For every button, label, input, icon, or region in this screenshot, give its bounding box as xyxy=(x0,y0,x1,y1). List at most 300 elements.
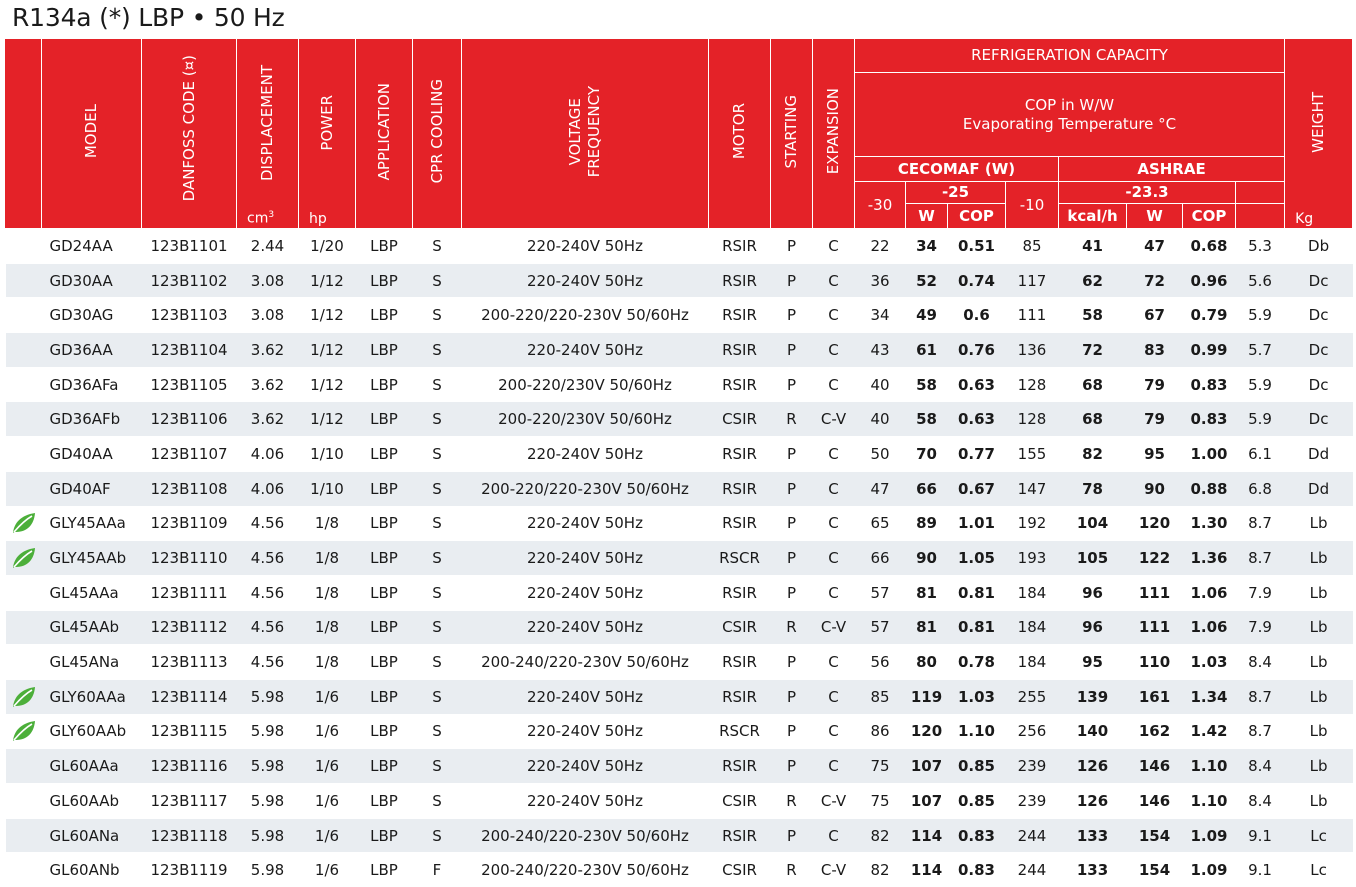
application-cell: LBP xyxy=(356,679,413,714)
cecomaf-minus30-cell: 56 xyxy=(855,645,906,680)
design-cell: Dd xyxy=(1285,471,1353,506)
voltage-frequency-cell: 200-220/220-230V 50/60Hz xyxy=(462,298,709,333)
starting-cell: R xyxy=(771,402,813,437)
cecomaf-w-cell: 49 xyxy=(906,298,948,333)
cecomaf-cop-cell: 0.78 xyxy=(948,645,1006,680)
table-row xyxy=(6,229,1353,264)
ashrae-cop-cell: 0.83 xyxy=(1183,367,1236,402)
voltage-frequency-cell: 200-240/220-230V 50/60Hz xyxy=(462,645,709,680)
starting-cell: P xyxy=(771,541,813,576)
cecomaf-w-cell: 52 xyxy=(906,263,948,298)
starting-cell: P xyxy=(771,506,813,541)
header-model: MODEL xyxy=(42,39,142,229)
cecomaf-minus30-cell: 40 xyxy=(855,402,906,437)
cecomaf-w-cell: 58 xyxy=(906,402,948,437)
header-power: POWER hp xyxy=(299,39,356,229)
cecomaf-minus30-cell: 85 xyxy=(855,679,906,714)
cecomaf-cop-cell: 1.03 xyxy=(948,679,1006,714)
design-cell: Lb xyxy=(1285,714,1353,749)
header-ashrae-w: W xyxy=(1127,204,1183,229)
model-cell: GD30AG xyxy=(42,298,142,333)
weight-cell: 8.4 xyxy=(1236,645,1285,680)
danfoss-code-cell: 123B1108 xyxy=(142,471,237,506)
motor-cell: RSIR xyxy=(709,229,771,264)
weight-cell: 8.7 xyxy=(1236,679,1285,714)
expansion-cell: C xyxy=(813,471,855,506)
ashrae-kcal-cell: 126 xyxy=(1059,784,1127,819)
cpr-cooling-cell: S xyxy=(413,679,462,714)
cecomaf-minus10-cell: 244 xyxy=(1006,818,1059,853)
starting-cell: P xyxy=(771,298,813,333)
ashrae-kcal-cell: 104 xyxy=(1059,506,1127,541)
danfoss-code-cell: 123B1110 xyxy=(142,541,237,576)
ashrae-cop-cell: 0.99 xyxy=(1183,333,1236,368)
header-displacement: DISPLACEMENT $cm^3$ xyxy=(237,39,299,229)
cecomaf-w-cell: 107 xyxy=(906,784,948,819)
starting-cell: P xyxy=(771,749,813,784)
model-cell: GLY45AAb xyxy=(42,541,142,576)
ashrae-cop-cell: 1.06 xyxy=(1183,575,1236,610)
power-cell: 1/12 xyxy=(299,402,356,437)
cecomaf-w-cell: 89 xyxy=(906,506,948,541)
cecomaf-minus10-cell: 128 xyxy=(1006,402,1059,437)
model-cell: GL60ANb xyxy=(42,853,142,887)
eco-cell xyxy=(6,749,42,784)
starting-cell: R xyxy=(771,784,813,819)
motor-cell: RSIR xyxy=(709,506,771,541)
voltage-frequency-cell: 220-240V 50Hz xyxy=(462,749,709,784)
table-row xyxy=(6,506,1353,541)
expansion-cell: C xyxy=(813,506,855,541)
voltage-frequency-cell: 220-240V 50Hz xyxy=(462,541,709,576)
cecomaf-minus30-cell: 66 xyxy=(855,541,906,576)
ashrae-cop-cell: 1.09 xyxy=(1183,818,1236,853)
ashrae-kcal-cell: 105 xyxy=(1059,541,1127,576)
motor-cell: RSIR xyxy=(709,575,771,610)
ashrae-w-cell: 146 xyxy=(1127,784,1183,819)
motor-cell: RSIR xyxy=(709,818,771,853)
eco-cell xyxy=(6,263,42,298)
cecomaf-minus30-cell: 34 xyxy=(855,298,906,333)
header-ashrae: ASHRAE xyxy=(1059,157,1285,182)
voltage-frequency-cell: 220-240V 50Hz xyxy=(462,437,709,472)
cpr-cooling-cell: S xyxy=(413,471,462,506)
power-cell: 1/12 xyxy=(299,333,356,368)
danfoss-code-cell: 123B1114 xyxy=(142,679,237,714)
table-row xyxy=(6,541,1353,576)
cecomaf-minus10-cell: 128 xyxy=(1006,367,1059,402)
application-cell: LBP xyxy=(356,471,413,506)
ashrae-cop-cell: 0.68 xyxy=(1183,229,1236,264)
cpr-cooling-cell: S xyxy=(413,229,462,264)
displacement-cell: 3.62 xyxy=(237,333,299,368)
header-cop-evaporating: COP in W/W Evaporating Temperature °C xyxy=(855,73,1285,157)
application-cell: LBP xyxy=(356,714,413,749)
voltage-frequency-cell: 220-240V 50Hz xyxy=(462,575,709,610)
cpr-cooling-cell: S xyxy=(413,437,462,472)
weight-cell: 7.9 xyxy=(1236,610,1285,645)
cpr-cooling-cell: S xyxy=(413,333,462,368)
displacement-cell: 4.06 xyxy=(237,471,299,506)
cecomaf-w-cell: 70 xyxy=(906,437,948,472)
cecomaf-w-cell: 66 xyxy=(906,471,948,506)
cecomaf-w-cell: 114 xyxy=(906,853,948,887)
ashrae-cop-cell: 0.79 xyxy=(1183,298,1236,333)
application-cell: LBP xyxy=(356,437,413,472)
cecomaf-minus30-cell: 75 xyxy=(855,784,906,819)
weight-cell: 8.4 xyxy=(1236,749,1285,784)
eco-leaf-icon xyxy=(11,719,37,743)
ashrae-cop-cell: 0.88 xyxy=(1183,471,1236,506)
voltage-frequency-cell: 200-220/230V 50/60Hz xyxy=(462,367,709,402)
cecomaf-w-cell: 81 xyxy=(906,610,948,645)
application-cell: LBP xyxy=(356,784,413,819)
weight-cell: 8.7 xyxy=(1236,541,1285,576)
cecomaf-minus30-cell: 86 xyxy=(855,714,906,749)
ashrae-kcal-cell: 68 xyxy=(1059,402,1127,437)
design-cell: Dc xyxy=(1285,263,1353,298)
cpr-cooling-cell: S xyxy=(413,541,462,576)
ashrae-w-cell: 67 xyxy=(1127,298,1183,333)
danfoss-code-cell: 123B1118 xyxy=(142,818,237,853)
danfoss-code-cell: 123B1112 xyxy=(142,610,237,645)
voltage-frequency-cell: 220-240V 50Hz xyxy=(462,610,709,645)
ashrae-cop-cell: 0.83 xyxy=(1183,402,1236,437)
expansion-cell: C xyxy=(813,229,855,264)
cecomaf-minus30-cell: 43 xyxy=(855,333,906,368)
design-cell: Lb xyxy=(1285,749,1353,784)
model-cell: GD36AFb xyxy=(42,402,142,437)
application-cell: LBP xyxy=(356,610,413,645)
expansion-cell: C-V xyxy=(813,853,855,887)
ashrae-w-cell: 146 xyxy=(1127,749,1183,784)
weight-cell: 5.3 xyxy=(1236,229,1285,264)
displacement-cell: 5.98 xyxy=(237,714,299,749)
voltage-frequency-cell: 200-220/230V 50/60Hz xyxy=(462,402,709,437)
eco-cell xyxy=(6,853,42,887)
cecomaf-minus10-cell: 244 xyxy=(1006,853,1059,887)
header-expansion: EXPANSION xyxy=(813,39,855,229)
cecomaf-cop-cell: 0.74 xyxy=(948,263,1006,298)
ashrae-kcal-cell: 95 xyxy=(1059,645,1127,680)
displacement-unit: $cm^3$ xyxy=(247,210,275,227)
model-cell: GLY60AAa xyxy=(42,679,142,714)
cecomaf-cop-cell: 0.81 xyxy=(948,575,1006,610)
header-danfoss-code: DANFOSS CODE (¤) xyxy=(142,39,237,229)
power-cell: 1/8 xyxy=(299,541,356,576)
displacement-cell: 4.56 xyxy=(237,575,299,610)
cecomaf-w-cell: 34 xyxy=(906,229,948,264)
starting-cell: R xyxy=(771,853,813,887)
eco-cell xyxy=(6,541,42,576)
header-motor: MOTOR xyxy=(709,39,771,229)
displacement-cell: 3.62 xyxy=(237,367,299,402)
weight-cell: 5.7 xyxy=(1236,333,1285,368)
cecomaf-minus30-cell: 50 xyxy=(855,437,906,472)
table-row xyxy=(6,402,1353,437)
ashrae-w-cell: 161 xyxy=(1127,679,1183,714)
table-row xyxy=(6,714,1353,749)
motor-cell: RSIR xyxy=(709,645,771,680)
starting-cell: P xyxy=(771,575,813,610)
motor-cell: CSIR xyxy=(709,853,771,887)
page-title: R134a (*) LBP • 50 Hz xyxy=(12,3,285,32)
header-temp-minus10: -10 xyxy=(1006,182,1059,229)
motor-cell: RSCR xyxy=(709,541,771,576)
compressor-table xyxy=(5,38,1353,887)
cpr-cooling-cell: S xyxy=(413,298,462,333)
displacement-cell: 4.56 xyxy=(237,610,299,645)
cpr-cooling-cell: F xyxy=(413,853,462,887)
design-cell: Lb xyxy=(1285,679,1353,714)
cecomaf-cop-cell: 0.81 xyxy=(948,610,1006,645)
cecomaf-cop-cell: 1.05 xyxy=(948,541,1006,576)
displacement-cell: 4.56 xyxy=(237,645,299,680)
model-cell: GLY45AAa xyxy=(42,506,142,541)
cecomaf-minus10-cell: 255 xyxy=(1006,679,1059,714)
expansion-cell: C xyxy=(813,645,855,680)
table-body xyxy=(6,229,1353,887)
eco-leaf-icon xyxy=(11,511,37,535)
power-cell: 1/6 xyxy=(299,679,356,714)
cecomaf-minus10-cell: 193 xyxy=(1006,541,1059,576)
header-weight: WEIGHT Kg xyxy=(1285,39,1353,229)
starting-cell: P xyxy=(771,818,813,853)
eco-cell xyxy=(6,714,42,749)
expansion-cell: C-V xyxy=(813,402,855,437)
starting-cell: P xyxy=(771,367,813,402)
expansion-cell: C xyxy=(813,263,855,298)
power-cell: 1/12 xyxy=(299,367,356,402)
displacement-cell: 5.98 xyxy=(237,784,299,819)
compressor-table-container xyxy=(5,38,1353,887)
ashrae-w-cell: 111 xyxy=(1127,575,1183,610)
cecomaf-minus10-cell: 155 xyxy=(1006,437,1059,472)
ashrae-cop-cell: 1.00 xyxy=(1183,437,1236,472)
cecomaf-w-cell: 120 xyxy=(906,714,948,749)
application-cell: LBP xyxy=(356,575,413,610)
cecomaf-cop-cell: 0.77 xyxy=(948,437,1006,472)
ashrae-w-cell: 83 xyxy=(1127,333,1183,368)
eco-cell xyxy=(6,645,42,680)
cecomaf-minus30-cell: 57 xyxy=(855,575,906,610)
header-application: APPLICATION xyxy=(356,39,413,229)
power-cell: 1/8 xyxy=(299,645,356,680)
table-row xyxy=(6,333,1353,368)
power-cell: 1/8 xyxy=(299,575,356,610)
power-cell: 1/6 xyxy=(299,784,356,819)
expansion-cell: C-V xyxy=(813,610,855,645)
table-row xyxy=(6,263,1353,298)
cpr-cooling-cell: S xyxy=(413,402,462,437)
cecomaf-cop-cell: 0.63 xyxy=(948,367,1006,402)
voltage-frequency-cell: 220-240V 50Hz xyxy=(462,229,709,264)
application-cell: LBP xyxy=(356,506,413,541)
displacement-cell: 3.08 xyxy=(237,298,299,333)
starting-cell: P xyxy=(771,263,813,298)
weight-cell: 5.6 xyxy=(1236,263,1285,298)
application-cell: LBP xyxy=(356,298,413,333)
model-cell: GLY60AAb xyxy=(42,714,142,749)
cecomaf-minus10-cell: 117 xyxy=(1006,263,1059,298)
header-refrigeration-capacity: REFRIGERATION CAPACITY xyxy=(855,39,1285,73)
ashrae-kcal-cell: 62 xyxy=(1059,263,1127,298)
design-cell: Db xyxy=(1285,229,1353,264)
weight-cell: 8.4 xyxy=(1236,784,1285,819)
model-cell: GD40AA xyxy=(42,437,142,472)
model-cell: GL45AAa xyxy=(42,575,142,610)
model-cell: GD24AA xyxy=(42,229,142,264)
table-row xyxy=(6,784,1353,819)
table-row xyxy=(6,749,1353,784)
voltage-frequency-cell: 220-240V 50Hz xyxy=(462,506,709,541)
weight-cell: 6.1 xyxy=(1236,437,1285,472)
cpr-cooling-cell: S xyxy=(413,263,462,298)
danfoss-code-cell: 123B1107 xyxy=(142,437,237,472)
danfoss-code-cell: 123B1115 xyxy=(142,714,237,749)
expansion-cell: C xyxy=(813,437,855,472)
ashrae-w-cell: 47 xyxy=(1127,229,1183,264)
ashrae-w-cell: 122 xyxy=(1127,541,1183,576)
danfoss-code-cell: 123B1102 xyxy=(142,263,237,298)
eco-cell xyxy=(6,784,42,819)
design-cell: Dc xyxy=(1285,333,1353,368)
ashrae-kcal-cell: 78 xyxy=(1059,471,1127,506)
starting-cell: P xyxy=(771,437,813,472)
eco-cell xyxy=(6,575,42,610)
cecomaf-minus30-cell: 65 xyxy=(855,506,906,541)
danfoss-code-cell: 123B1103 xyxy=(142,298,237,333)
danfoss-code-cell: 123B1117 xyxy=(142,784,237,819)
table-row xyxy=(6,471,1353,506)
cecomaf-cop-cell: 0.83 xyxy=(948,818,1006,853)
displacement-cell: 4.56 xyxy=(237,506,299,541)
ashrae-w-cell: 72 xyxy=(1127,263,1183,298)
header-temp-minus25: -25 xyxy=(906,182,1006,204)
cecomaf-minus10-cell: 147 xyxy=(1006,471,1059,506)
design-cell: Dc xyxy=(1285,402,1353,437)
cecomaf-minus10-cell: 184 xyxy=(1006,645,1059,680)
application-cell: LBP xyxy=(356,541,413,576)
ashrae-w-cell: 120 xyxy=(1127,506,1183,541)
power-cell: 1/6 xyxy=(299,749,356,784)
table-row xyxy=(6,853,1353,887)
ashrae-w-cell: 111 xyxy=(1127,610,1183,645)
cecomaf-minus10-cell: 184 xyxy=(1006,610,1059,645)
cecomaf-w-cell: 58 xyxy=(906,367,948,402)
displacement-cell: 2.44 xyxy=(237,229,299,264)
weight-cell: 9.1 xyxy=(1236,853,1285,887)
application-cell: LBP xyxy=(356,818,413,853)
power-cell: 1/20 xyxy=(299,229,356,264)
cecomaf-w-cell: 114 xyxy=(906,818,948,853)
expansion-cell: C xyxy=(813,714,855,749)
cecomaf-minus30-cell: 82 xyxy=(855,853,906,887)
application-cell: LBP xyxy=(356,367,413,402)
model-cell: GL45AAb xyxy=(42,610,142,645)
displacement-cell: 5.98 xyxy=(237,679,299,714)
danfoss-code-cell: 123B1105 xyxy=(142,367,237,402)
cecomaf-minus30-cell: 36 xyxy=(855,263,906,298)
ashrae-cop-cell: 1.34 xyxy=(1183,679,1236,714)
table-row xyxy=(6,437,1353,472)
voltage-frequency-cell: 220-240V 50Hz xyxy=(462,333,709,368)
ashrae-w-cell: 90 xyxy=(1127,471,1183,506)
table-row xyxy=(6,645,1353,680)
weight-cell: 7.9 xyxy=(1236,575,1285,610)
power-cell: 1/10 xyxy=(299,471,356,506)
header-spacer xyxy=(1236,182,1285,204)
cecomaf-minus30-cell: 47 xyxy=(855,471,906,506)
ashrae-cop-cell: 1.09 xyxy=(1183,853,1236,887)
cecomaf-minus30-cell: 57 xyxy=(855,610,906,645)
cpr-cooling-cell: S xyxy=(413,367,462,402)
power-cell: 1/12 xyxy=(299,298,356,333)
ashrae-cop-cell: 1.03 xyxy=(1183,645,1236,680)
motor-cell: RSIR xyxy=(709,679,771,714)
weight-cell: 5.9 xyxy=(1236,402,1285,437)
power-cell: 1/8 xyxy=(299,610,356,645)
danfoss-code-cell: 123B1106 xyxy=(142,402,237,437)
eco-leaf-icon xyxy=(11,685,37,709)
starting-cell: P xyxy=(771,714,813,749)
ashrae-w-cell: 154 xyxy=(1127,818,1183,853)
table-row xyxy=(6,575,1353,610)
table-row xyxy=(6,367,1353,402)
eco-column-header xyxy=(6,39,42,229)
danfoss-code-cell: 123B1101 xyxy=(142,229,237,264)
ashrae-kcal-cell: 96 xyxy=(1059,575,1127,610)
application-cell: LBP xyxy=(356,229,413,264)
header-cpr-cooling: CPR COOLING xyxy=(413,39,462,229)
motor-cell: RSIR xyxy=(709,749,771,784)
cecomaf-cop-cell: 0.6 xyxy=(948,298,1006,333)
power-cell: 1/12 xyxy=(299,263,356,298)
cpr-cooling-cell: S xyxy=(413,784,462,819)
design-cell: Lb xyxy=(1285,645,1353,680)
cpr-cooling-cell: S xyxy=(413,506,462,541)
cecomaf-cop-cell: 0.51 xyxy=(948,229,1006,264)
starting-cell: P xyxy=(771,333,813,368)
application-cell: LBP xyxy=(356,749,413,784)
design-cell: Dc xyxy=(1285,367,1353,402)
displacement-cell: 5.98 xyxy=(237,749,299,784)
cecomaf-cop-cell: 0.85 xyxy=(948,784,1006,819)
eco-cell xyxy=(6,679,42,714)
expansion-cell: C xyxy=(813,298,855,333)
motor-cell: RSCR xyxy=(709,714,771,749)
ashrae-w-cell: 95 xyxy=(1127,437,1183,472)
motor-cell: RSIR xyxy=(709,263,771,298)
eco-cell xyxy=(6,506,42,541)
model-cell: GD40AF xyxy=(42,471,142,506)
ashrae-kcal-cell: 133 xyxy=(1059,853,1127,887)
danfoss-code-cell: 123B1111 xyxy=(142,575,237,610)
header-temp-minus23-3: -23.3 xyxy=(1059,182,1236,204)
ashrae-cop-cell: 1.30 xyxy=(1183,506,1236,541)
motor-cell: RSIR xyxy=(709,471,771,506)
ashrae-w-cell: 110 xyxy=(1127,645,1183,680)
cpr-cooling-cell: S xyxy=(413,818,462,853)
starting-cell: P xyxy=(771,645,813,680)
model-cell: GL60ANa xyxy=(42,818,142,853)
eco-cell xyxy=(6,471,42,506)
expansion-cell: C xyxy=(813,749,855,784)
expansion-cell: C xyxy=(813,818,855,853)
displacement-cell: 3.62 xyxy=(237,402,299,437)
expansion-cell: C xyxy=(813,575,855,610)
starting-cell: P xyxy=(771,471,813,506)
